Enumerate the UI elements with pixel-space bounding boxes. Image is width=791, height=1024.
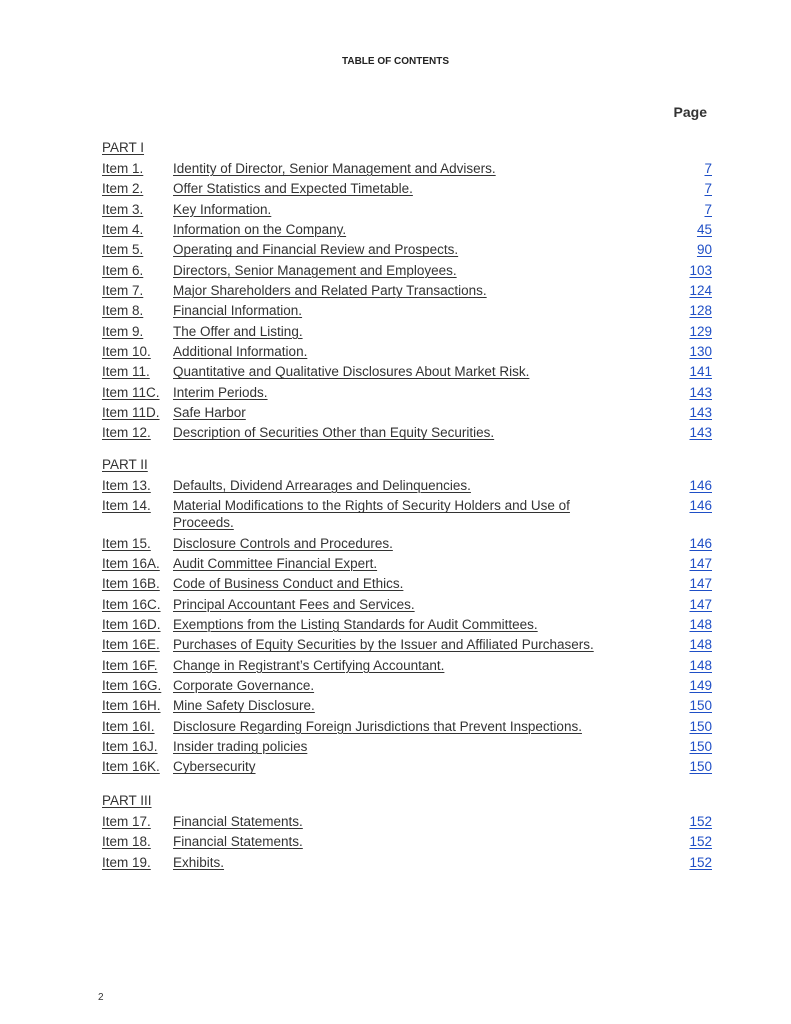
- toc-item-number[interactable]: Item 6.: [102, 262, 144, 278]
- toc-item-title[interactable]: Code of Business Conduct and Ethics.: [173, 576, 404, 592]
- toc-page-link[interactable]: 143: [689, 384, 712, 400]
- toc-page-link[interactable]: 143: [689, 405, 712, 421]
- toc-page-link[interactable]: 146: [689, 535, 712, 551]
- toc-item-title[interactable]: Information on the Company.: [173, 222, 347, 238]
- toc-page-link[interactable]: 148: [689, 637, 712, 653]
- toc-page-link[interactable]: 150: [689, 759, 712, 775]
- toc-item-number[interactable]: Item 16I.: [102, 718, 155, 734]
- toc-row: [102, 657, 714, 674]
- toc-item-title[interactable]: Mine Safety Disclosure.: [173, 698, 315, 714]
- toc-item-title[interactable]: Defaults, Dividend Arrearages and Delinquencies.: [173, 478, 471, 493]
- part-label[interactable]: PART II: [102, 457, 148, 472]
- toc-page-link[interactable]: 147: [689, 576, 712, 592]
- toc-item-title[interactable]: Financial Statements.: [173, 814, 303, 829]
- toc-item-number[interactable]: Item 15.: [102, 535, 151, 551]
- toc-page-link[interactable]: 146: [689, 478, 712, 493]
- toc-row: [102, 575, 714, 592]
- toc-item-title[interactable]: Financial Statements.: [173, 834, 303, 850]
- toc-item-title[interactable]: Offer Statistics and Expected Timetable.: [173, 181, 413, 197]
- toc-row: [102, 555, 714, 572]
- toc-item-number[interactable]: Item 16C.: [102, 596, 161, 612]
- document-title: TABLE OF CONTENTS: [341, 56, 450, 67]
- toc-page-link[interactable]: 7: [704, 181, 712, 197]
- toc-item-number[interactable]: Item 12.: [102, 425, 151, 441]
- toc-page-link[interactable]: 147: [689, 556, 712, 572]
- toc-row: [102, 160, 714, 177]
- toc-item-title[interactable]: Financial Information.: [173, 303, 303, 319]
- toc-item-number[interactable]: Item 16J.: [102, 739, 158, 755]
- toc-item-title[interactable]: Directors, Senior Management and Employees.: [173, 262, 457, 278]
- toc-item-title[interactable]: Material Modifications to the Rights of Security Holders and Use of Proceeds.: [173, 498, 570, 531]
- toc-row: [102, 282, 714, 299]
- toc-item-title[interactable]: Corporate Governance.: [173, 678, 315, 694]
- toc-row: [102, 596, 714, 613]
- toc-item-title[interactable]: Quantitative and Qualitative Disclosures About Market Risk.: [173, 364, 530, 380]
- toc-item-number[interactable]: Item 16F.: [102, 657, 158, 673]
- toc-row: [102, 758, 714, 775]
- toc-row: [102, 323, 714, 340]
- toc-item-number[interactable]: Item 16K.: [102, 759, 160, 775]
- footer-page-number: 2: [98, 992, 104, 1003]
- toc-item-number[interactable]: Item 19.: [102, 854, 151, 870]
- toc-item-number[interactable]: Item 3.: [102, 201, 144, 217]
- toc-row: [102, 718, 714, 735]
- toc-page-link[interactable]: 148: [689, 617, 712, 633]
- toc-item-title[interactable]: Disclosure Regarding Foreign Jurisdictions that Prevent Inspections.: [173, 718, 582, 734]
- toc-row: [102, 221, 714, 238]
- toc-part-3: [102, 791, 714, 874]
- toc-page-link[interactable]: 129: [689, 323, 712, 339]
- toc-item-title[interactable]: Audit Committee Financial Expert.: [173, 556, 378, 572]
- toc-page-link[interactable]: 141: [689, 364, 712, 380]
- toc-item-title[interactable]: Insider trading policies: [173, 739, 308, 755]
- toc-page-link[interactable]: 143: [689, 425, 712, 441]
- toc-page-link[interactable]: 152: [689, 834, 712, 850]
- toc-row: [102, 854, 714, 871]
- toc-row: [102, 535, 714, 552]
- toc-item-title[interactable]: Exemptions from the Listing Standards for Audit Committees.: [173, 617, 538, 633]
- toc-row: [102, 813, 714, 830]
- toc-row: [102, 404, 714, 421]
- toc-item-title[interactable]: Exhibits.: [173, 854, 225, 870]
- toc-item-title[interactable]: Key Information.: [173, 201, 272, 217]
- toc-item-number[interactable]: Item 13.: [102, 478, 151, 493]
- toc-item-title[interactable]: Identity of Director, Senior Management and Advisers.: [173, 161, 496, 176]
- toc-page-link[interactable]: 45: [696, 222, 712, 238]
- toc-item-title[interactable]: Additional Information.: [173, 344, 308, 360]
- toc-item-number[interactable]: Item 11C.: [102, 384, 160, 400]
- toc-page-link[interactable]: 103: [689, 262, 712, 278]
- toc-row: [102, 677, 714, 694]
- toc-page-link[interactable]: 90: [696, 242, 712, 258]
- toc-item-number[interactable]: Item 2.: [102, 181, 144, 197]
- toc-item-title[interactable]: Principal Accountant Fees and Services.: [173, 596, 415, 612]
- toc-page-link[interactable]: 148: [689, 657, 712, 673]
- toc-page-link[interactable]: 7: [704, 201, 712, 217]
- toc-row: [102, 262, 714, 279]
- toc-page-link[interactable]: 128: [689, 303, 712, 319]
- toc-row: [102, 424, 714, 441]
- toc-item-title[interactable]: The Offer and Listing.: [173, 323, 303, 339]
- toc-item-title[interactable]: Disclosure Controls and Procedures.: [173, 535, 393, 551]
- toc-item-number[interactable]: Item 4.: [102, 222, 144, 238]
- toc-item-number[interactable]: Item 10.: [102, 344, 151, 360]
- toc-row: [102, 738, 714, 755]
- toc-row: [102, 384, 714, 401]
- toc-item-title[interactable]: Purchases of Equity Securities by the Issuer and Affiliated Purchasers.: [173, 637, 594, 653]
- toc-row: [102, 497, 714, 531]
- toc-item-number[interactable]: Item 17.: [102, 814, 151, 829]
- toc-row: [102, 616, 714, 633]
- toc-item-number[interactable]: Item 18.: [102, 834, 151, 850]
- toc-item-title[interactable]: Safe Harbor: [173, 405, 246, 421]
- toc-item-number[interactable]: Item 16E.: [102, 637, 160, 653]
- toc-item-number[interactable]: Item 16A.: [102, 556, 160, 572]
- toc-row: [102, 343, 714, 360]
- part-label[interactable]: PART III: [102, 793, 152, 808]
- toc-page-link[interactable]: 152: [689, 854, 712, 870]
- toc-item-number[interactable]: Item 16D.: [102, 617, 161, 633]
- toc-item-number[interactable]: Item 9.: [102, 323, 144, 339]
- toc-item-title[interactable]: Change in Registrant’s Certifying Accountant.: [173, 657, 445, 673]
- toc-page-link[interactable]: 146: [689, 498, 712, 514]
- toc-row: [102, 363, 714, 380]
- toc-item-number[interactable]: Item 5.: [102, 242, 144, 258]
- toc-item-number[interactable]: Item 16B.: [102, 576, 160, 592]
- toc-row: [102, 241, 714, 258]
- toc-item-number[interactable]: Item 11.: [102, 364, 150, 380]
- toc-row: [102, 697, 714, 714]
- toc-row: [102, 477, 714, 494]
- toc-item-number[interactable]: Item 1.: [102, 161, 144, 176]
- page-column-header: Page: [673, 104, 707, 120]
- toc-item-title[interactable]: Operating and Financial Review and Prospects.: [173, 242, 459, 258]
- toc-page-link[interactable]: 150: [689, 698, 712, 714]
- toc-item-title[interactable]: Description of Securities Other than Equity Securities.: [173, 425, 495, 441]
- toc-part-2: [102, 455, 714, 779]
- toc-item-title[interactable]: Major Shareholders and Related Party Transactions.: [173, 283, 487, 299]
- toc-row: [102, 636, 714, 653]
- toc-page-link[interactable]: 150: [689, 718, 712, 734]
- toc-page-link[interactable]: 124: [689, 283, 712, 299]
- toc-item-number[interactable]: Item 8.: [102, 303, 144, 319]
- toc-item-number[interactable]: Item 16G.: [102, 678, 162, 694]
- toc-item-number[interactable]: Item 14.: [102, 498, 151, 514]
- toc-page-link[interactable]: 149: [689, 678, 712, 694]
- toc-item-title[interactable]: Cybersecurity: [173, 759, 256, 775]
- toc-row: [102, 201, 714, 218]
- toc-item-number[interactable]: Item 11D.: [102, 405, 160, 421]
- toc-row: [102, 302, 714, 319]
- toc-page-link[interactable]: 7: [704, 161, 712, 176]
- toc-part-1: [102, 138, 714, 445]
- toc-page-link[interactable]: 150: [689, 739, 712, 755]
- toc-item-number[interactable]: Item 7.: [102, 283, 144, 299]
- toc-item-title[interactable]: Interim Periods.: [173, 384, 268, 400]
- toc-page-link[interactable]: 130: [689, 344, 712, 360]
- toc-row: [102, 833, 714, 850]
- toc-row: [102, 180, 714, 197]
- toc-page-link[interactable]: 152: [689, 814, 712, 829]
- toc-page-link[interactable]: 147: [689, 596, 712, 612]
- part-label[interactable]: PART I: [102, 140, 145, 155]
- toc-item-number[interactable]: Item 16H.: [102, 698, 161, 714]
